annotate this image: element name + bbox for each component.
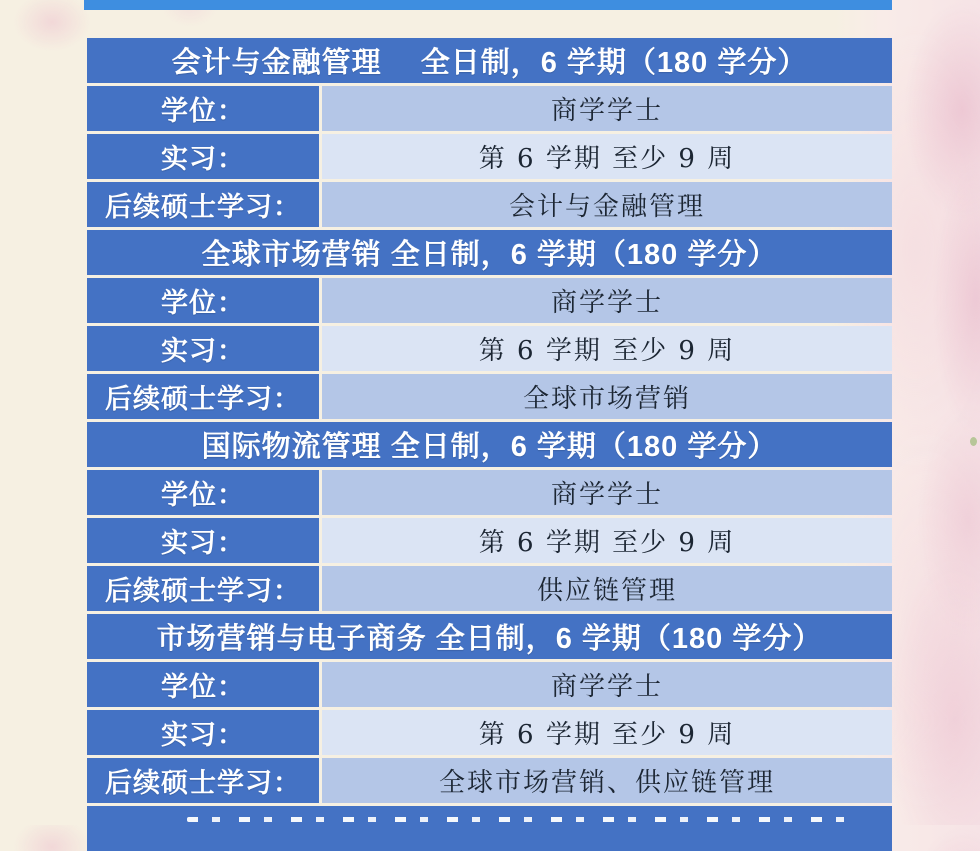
internship-value: 第 6 学期 至少 9 周 (322, 134, 892, 179)
further-master-label: 后续硕士学习： (87, 182, 319, 227)
table-row-degree (87, 86, 892, 131)
program-section-intl-logistics (87, 422, 892, 611)
programs-table (87, 38, 892, 851)
table-row-internship (87, 326, 892, 371)
internship-label: 实习： (87, 710, 319, 755)
further-master-value: 供应链管理 (322, 566, 892, 611)
internship-label: 实习： (87, 326, 319, 371)
further-master-value: 全球市场营销 (322, 374, 892, 419)
table-row-internship (87, 710, 892, 755)
table-row-degree (87, 278, 892, 323)
table-row-internship (87, 518, 892, 563)
table-row-further-master (87, 182, 892, 227)
table-row-degree (87, 470, 892, 515)
table-row-further-master (87, 566, 892, 611)
degree-label: 学位： (87, 278, 319, 323)
internship-value: 第 6 学期 至少 9 周 (322, 518, 892, 563)
table-row-further-master (87, 758, 892, 803)
next-program-header-truncated (87, 806, 892, 851)
degree-label: 学位： (87, 662, 319, 707)
degree-value: 商学学士 (322, 662, 892, 707)
table-row-degree (87, 662, 892, 707)
program-title: 国际物流管理 全日制，6 学期（180 学分） (87, 422, 892, 467)
internship-label: 实习： (87, 134, 319, 179)
program-title: 市场营销与电子商务 全日制，6 学期（180 学分） (87, 614, 892, 659)
further-master-value: 全球市场营销、供应链管理 (322, 758, 892, 803)
internship-label: 实习： (87, 518, 319, 563)
program-section-global-marketing (87, 230, 892, 419)
internship-value: 第 6 学期 至少 9 周 (322, 326, 892, 371)
further-master-value: 会计与金融管理 (322, 182, 892, 227)
degree-value: 商学学士 (322, 470, 892, 515)
degree-label: 学位： (87, 86, 319, 131)
degree-value: 商学学士 (322, 278, 892, 323)
further-master-label: 后续硕士学习： (87, 566, 319, 611)
internship-value: 第 6 学期 至少 9 周 (322, 710, 892, 755)
paper-speck (970, 437, 977, 446)
table-row-further-master (87, 374, 892, 419)
clipped-text-glyph-tops (187, 817, 852, 822)
table-row-internship (87, 134, 892, 179)
program-title: 会计与金融管理 全日制，6 学期（180 学分） (87, 38, 892, 83)
program-section-marketing-ecommerce (87, 614, 892, 803)
program-title: 全球市场营销 全日制，6 学期（180 学分） (87, 230, 892, 275)
further-master-label: 后续硕士学习： (87, 758, 319, 803)
top-blue-bar (84, 0, 892, 10)
degree-value: 商学学士 (322, 86, 892, 131)
further-master-label: 后续硕士学习： (87, 374, 319, 419)
degree-label: 学位： (87, 470, 319, 515)
program-section-accounting-finance (87, 38, 892, 227)
